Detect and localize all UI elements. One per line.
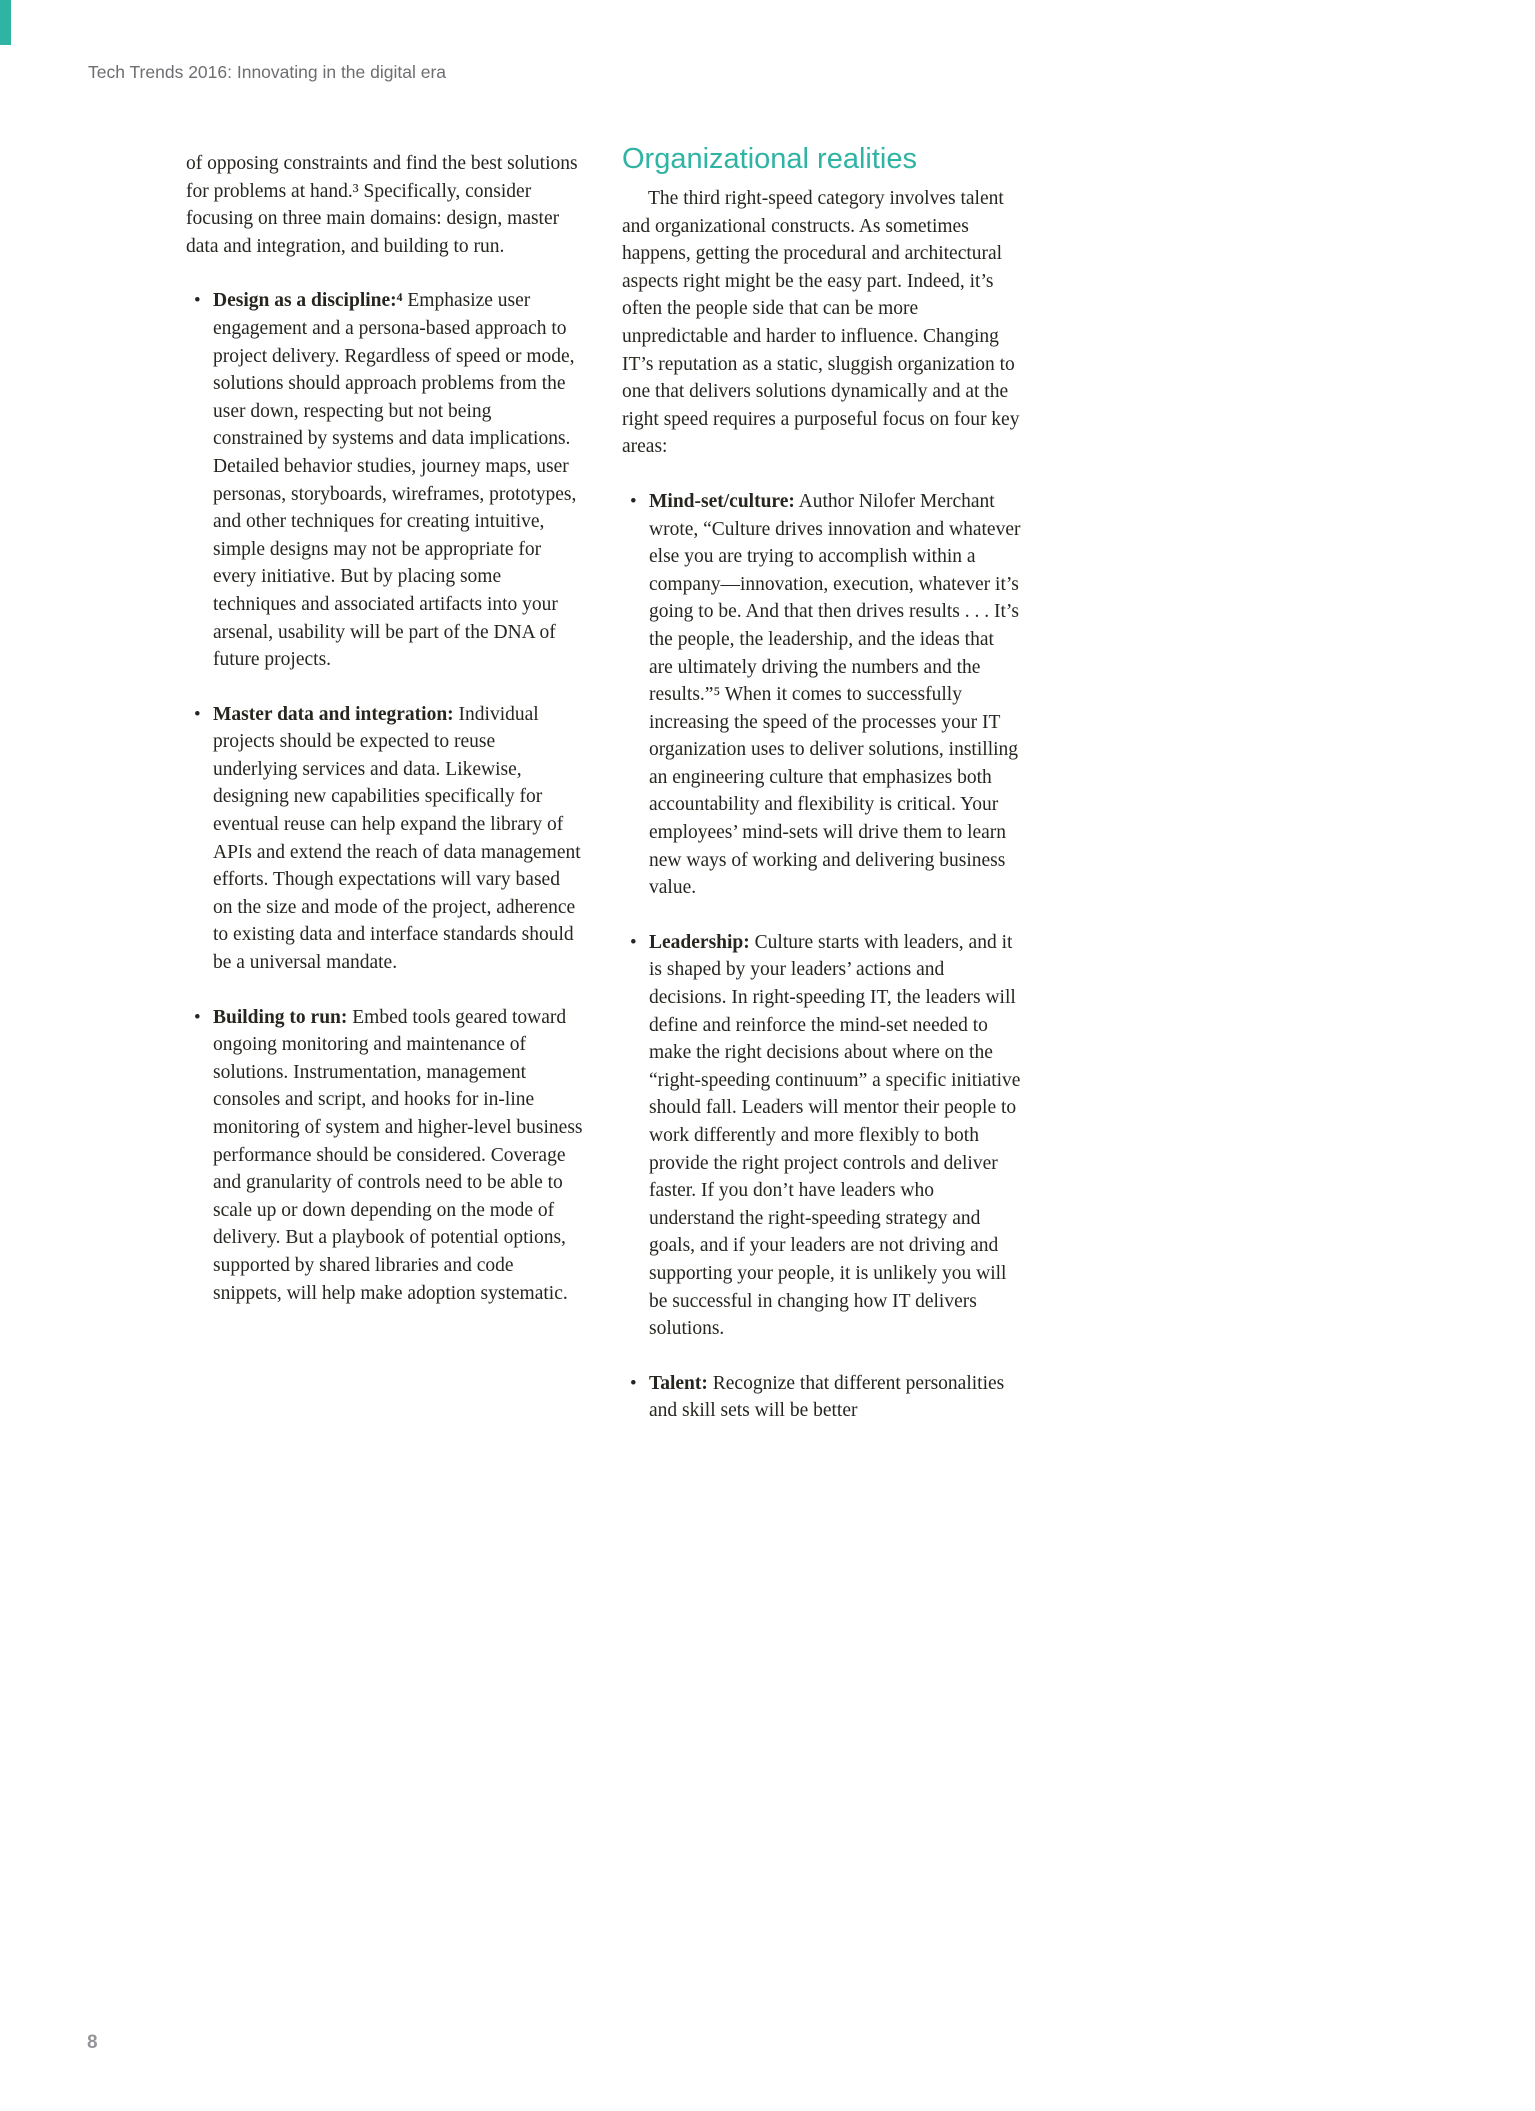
- bullet-item-building-to-run: [186, 1004, 584, 1308]
- right-intro-paragraph: The third right-speed category involves talent and organizational constructs. As sometimes happens, getting the procedural and architectural aspects right might be the easy part. Indeed, it’s often the people side that can be more unpredictable and harder to influence. Changing IT’s reputation as a static, sluggish organization to one that delivers solutions dynamically and at the right speed requires a purposeful focus on four key areas:: [622, 188, 1020, 458]
- corner-accent-mark: [0, 0, 11, 45]
- bullet-item-design-as-a-discipline: [186, 287, 584, 673]
- bullet-lead: Building to run:: [213, 1006, 348, 1028]
- running-header: Tech Trends 2016: Innovating in the digital era: [88, 62, 447, 82]
- right-bullet-list: [622, 488, 1022, 1425]
- bullet-text: Individual projects should be expected to reuse underlying services and data. Likewise, designing new capabilities specifically for eventual reuse can help expand the library of APIs and extend the reach of data management efforts. Though expectations will vary based on the size and mode of the project, adherence to existing data and interface standards should be a universal mandate.: [213, 703, 581, 974]
- bullet-item-master-data-and-integration: [186, 701, 584, 977]
- left-column: [186, 150, 584, 1334]
- left-intro-paragraph: of opposing constraints and find the best solutions for problems at hand.³ Specifically, consider focusing on three main domains: design, master data and integration, and building to run.: [186, 153, 578, 257]
- bullet-text: Embed tools geared toward ongoing monitoring and maintenance of solutions. Instrumentation, management consoles and script, and hooks for in-line monitoring of system and higher-level business performance should be considered. Coverage and granularity of controls need to be able to scale up or down depending on the mode of delivery. But a playbook of potential options, supported by shared libraries and code snippets, will help make adoption systematic.: [213, 1006, 583, 1304]
- bullet-item-leadership: [622, 929, 1022, 1343]
- bullet-item-talent: [622, 1370, 1022, 1425]
- page-number: 8: [87, 2032, 98, 2053]
- bullet-text: Author Nilofer Merchant wrote, “Culture drives innovation and whatever else you are trying to accomplish within a company—innovation, execution, whatever it’s going to be. And that then drives results . . . It’s the people, the leadership, and the ideas that are ultimately driving the numbers and the results.”⁵ When it comes to successfully increasing the speed of the processes your IT organization uses to deliver solutions, instilling an engineering culture that emphasizes both accountability and flexibility is critical. Your employees’ mind-sets will drive them to learn new ways of working and delivering business value.: [649, 490, 1021, 899]
- left-bullet-list: [186, 287, 584, 1307]
- right-column: [622, 141, 1022, 1452]
- bullet-lead: Talent:: [649, 1372, 708, 1394]
- bullet-lead: Master data and integration:: [213, 703, 454, 725]
- section-heading-organizational-realities: Organizational realities: [622, 143, 917, 175]
- bullet-lead: Design as a discipline:⁴: [213, 290, 403, 312]
- bullet-text: Culture starts with leaders, and it is shaped by your leaders’ actions and decisions. In right-speeding IT, the leaders will define and reinforce the mind-set needed to make the right decisions about where on the “right-speeding continuum” a specific initiative should fall. Leaders will mentor their people to work differently and more flexibly to both provide the right project controls and deliver faster. If you don’t have leaders who understand the right-speeding strategy and goals, and if your leaders are not driving and supporting your people, it is unlikely you will be successful in changing how IT delivers solutions.: [649, 931, 1021, 1340]
- bullet-lead: Leadership:: [649, 931, 750, 953]
- bullet-item-mind-set-culture: [622, 488, 1022, 902]
- bullet-text: Recognize that different personalities and skill sets will be better: [649, 1372, 1005, 1422]
- bullet-lead: Mind-set/culture:: [649, 490, 795, 512]
- bullet-text: Emphasize user engagement and a persona-based approach to project delivery. Regardless of speed or mode, solutions should approach problems from the user down, respecting but not being constrained by systems and data implications. Detailed behavior studies, journey maps, user personas, storyboards, wireframes, prototypes, and other techniques for creating intuitive, simple designs may not be appropriate for every initiative. But by placing some techniques and associated artifacts into your arsenal, usability will be part of the DNA of future projects.: [213, 290, 577, 671]
